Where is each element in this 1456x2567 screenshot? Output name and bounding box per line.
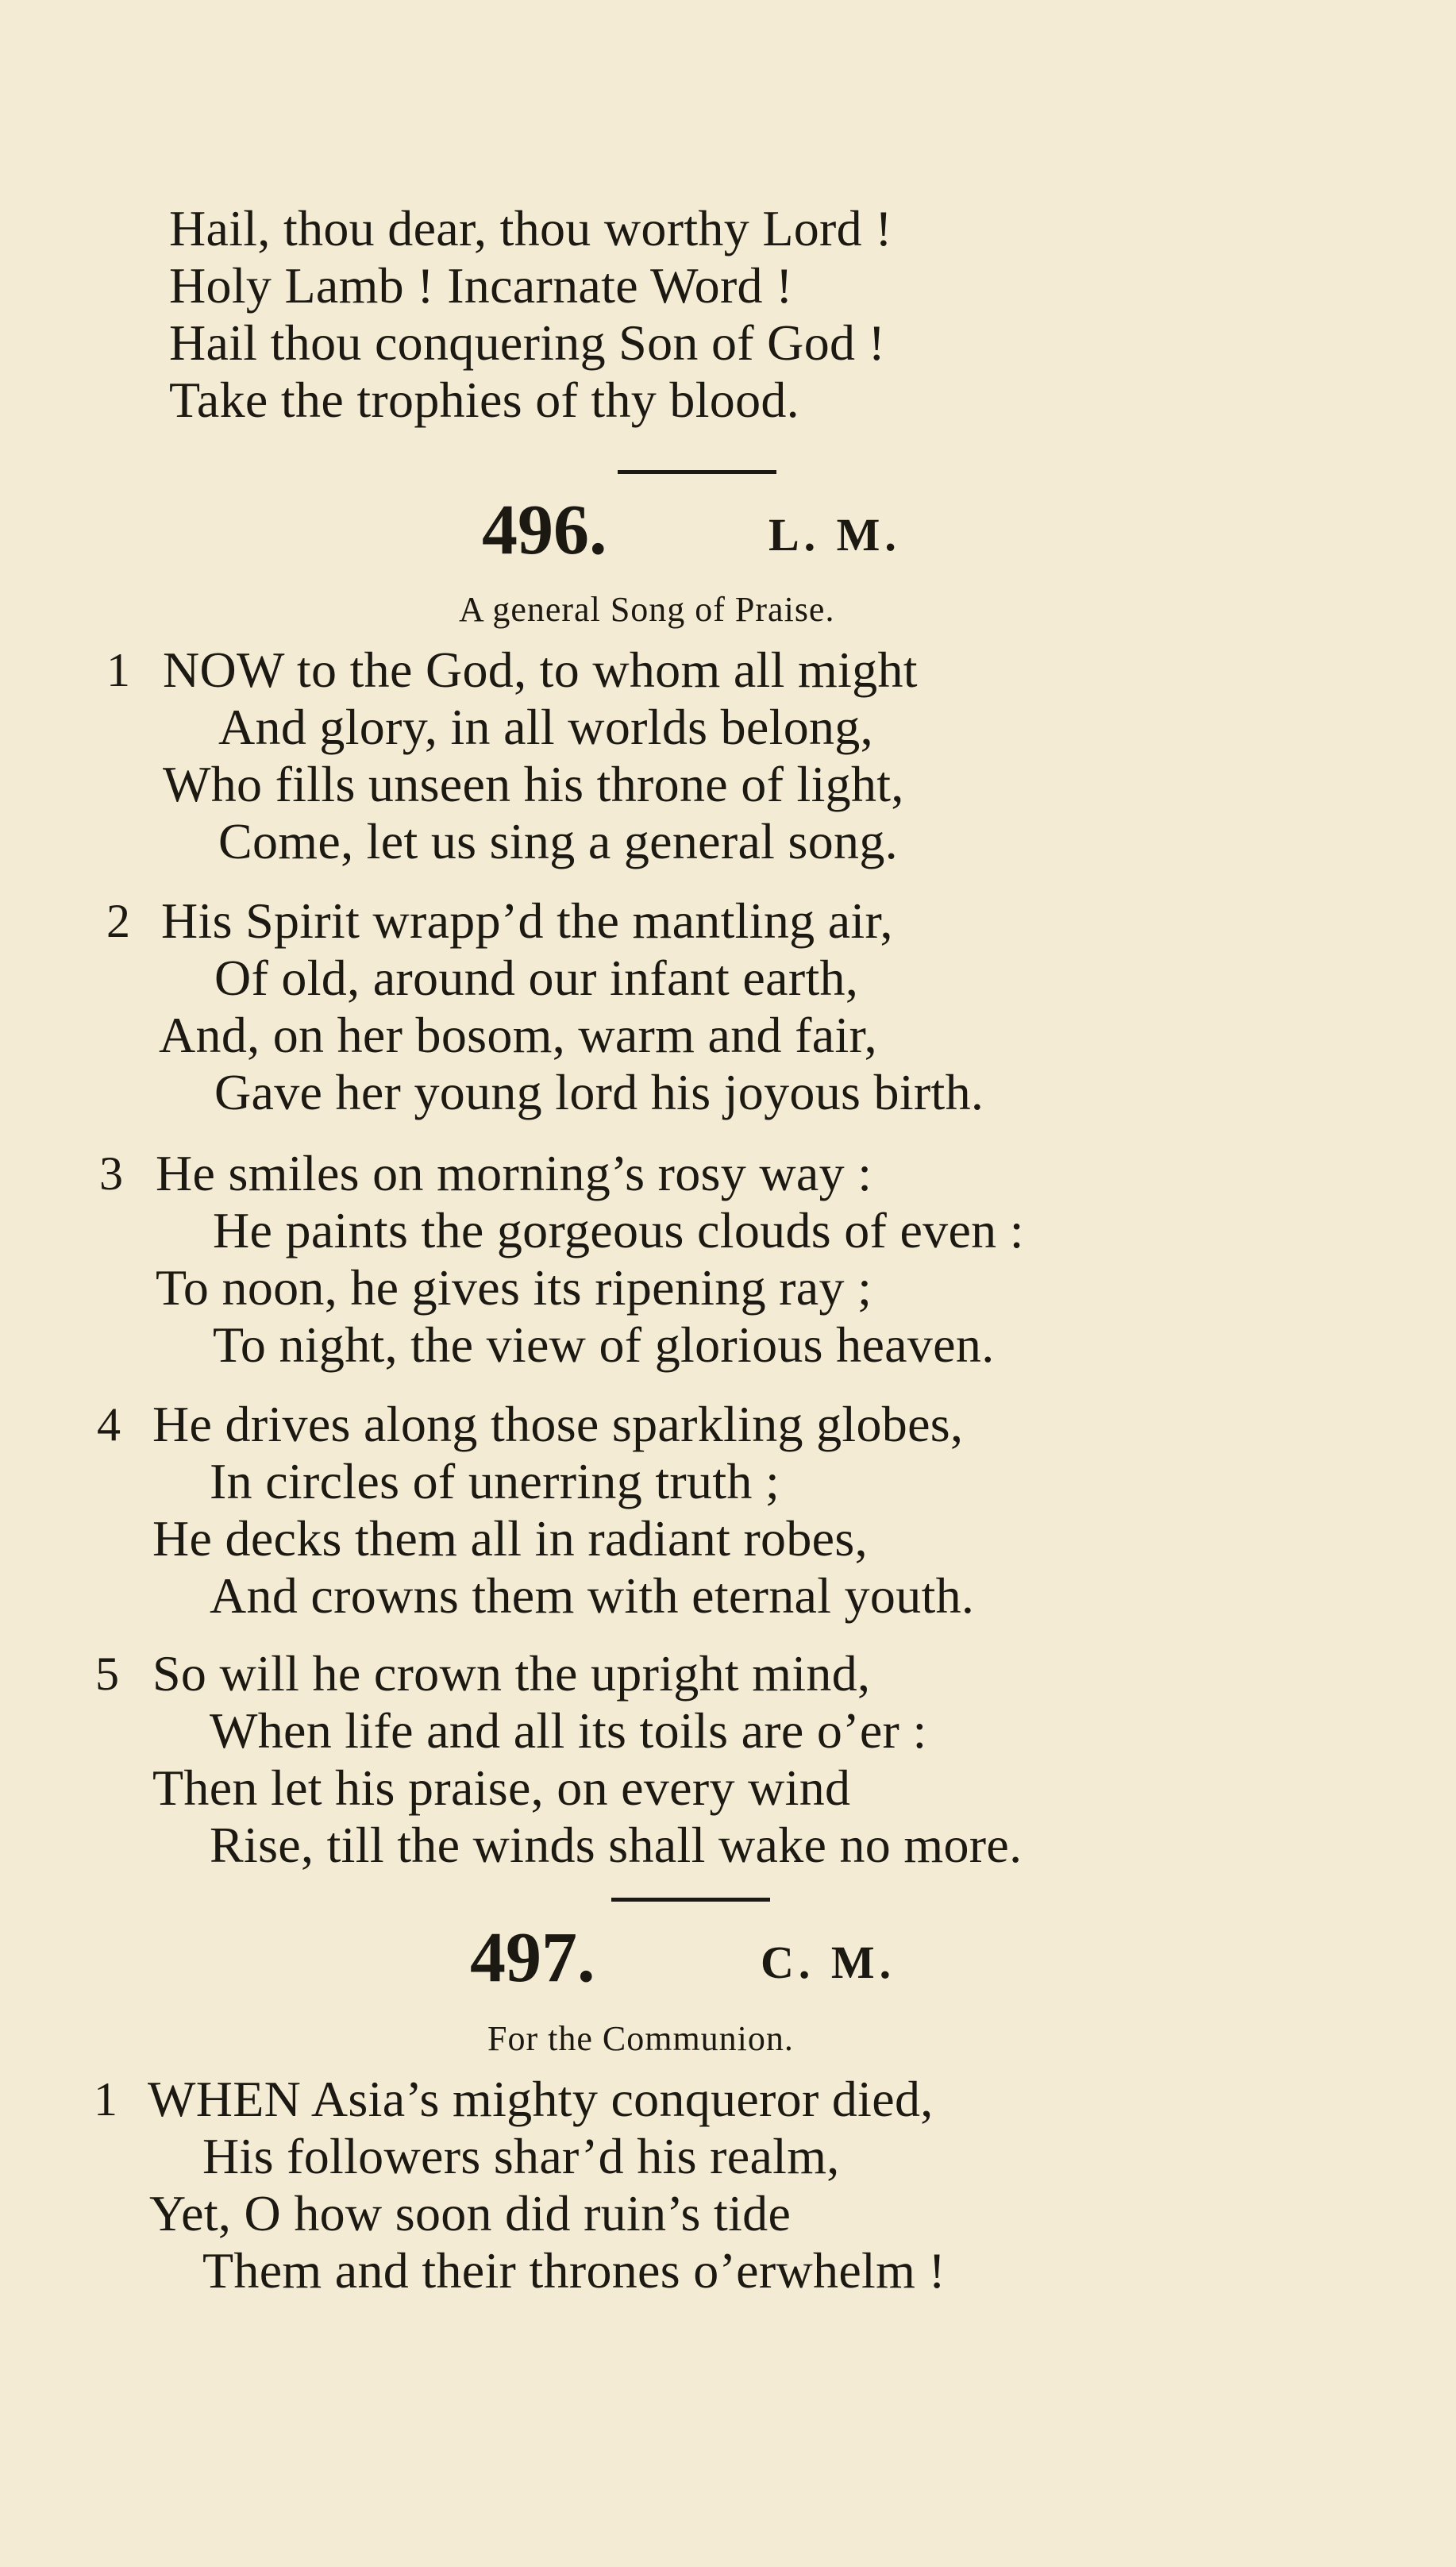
- verse-line: NOW to the God, to whom all might: [163, 642, 918, 698]
- stanza-line: Hail thou conquering Son of God !: [169, 314, 886, 371]
- verse-line: He decks them all in radiant robes,: [152, 1510, 868, 1567]
- verse-line: In circles of unerring truth ;: [210, 1453, 780, 1509]
- verse-line: His followers shar’d his realm,: [202, 2128, 840, 2184]
- hymn-subtitle: For the Communion.: [487, 2019, 794, 2058]
- hymn-subtitle: A general Song of Praise.: [459, 590, 835, 629]
- hymn-meter: C. M.: [761, 1937, 896, 1988]
- verse-line: He paints the gorgeous clouds of even :: [213, 1202, 1024, 1258]
- verse-line: And crowns them with eternal youth.: [210, 1567, 975, 1624]
- verse-line: So will he crown the upright mind,: [152, 1645, 871, 1702]
- verse-line: Who fills unseen his throne of light,: [163, 756, 904, 812]
- verse-line: To noon, he gives its ripening ray ;: [156, 1259, 872, 1316]
- stanza-line: Hail, thou dear, thou worthy Lord !: [169, 200, 892, 256]
- stanza-line: Take the trophies of thy blood.: [169, 372, 799, 428]
- verse-number: 2: [106, 895, 130, 947]
- hymn-number: 496.: [482, 491, 607, 569]
- verse-line: And, on her bosom, warm and fair,: [159, 1007, 877, 1063]
- verse-line: When life and all its toils are o’er :: [210, 1702, 927, 1759]
- verse-line: To night, the view of glorious heaven.: [213, 1316, 995, 1373]
- verse-line: His Spirit wrapp’d the mantling air,: [161, 892, 893, 949]
- section-divider: [618, 470, 776, 474]
- verse-line: Of old, around our infant earth,: [214, 950, 859, 1006]
- hymn-number: 497.: [470, 1918, 595, 1997]
- verse-line: Them and their thrones o’erwhelm !: [202, 2242, 946, 2299]
- verse-line: Rise, till the winds shall wake no more.: [210, 1817, 1023, 1873]
- verse-number: 1: [106, 644, 130, 696]
- hymn-meter: L. M.: [768, 509, 901, 561]
- stanza-line: Holy Lamb ! Incarnate Word !: [169, 257, 793, 314]
- verse-number: 5: [95, 1648, 119, 1700]
- verse-line: He drives along those sparkling globes,: [152, 1396, 964, 1452]
- verse-line: Yet, O how soon did ruin’s tide: [149, 2185, 792, 2241]
- verse-line: And glory, in all worlds belong,: [218, 699, 873, 755]
- verse-line: Gave her young lord his joyous birth.: [214, 1064, 984, 1120]
- verse-number: 3: [99, 1147, 123, 1200]
- verse-number: 4: [97, 1398, 121, 1451]
- verse-line: Then let his praise, on every wind: [152, 1760, 851, 1816]
- verse-line: He smiles on morning’s rosy way :: [156, 1145, 872, 1201]
- section-divider: [611, 1898, 770, 1902]
- verse-number: 1: [94, 2073, 117, 2126]
- verse-line: WHEN Asia’s mighty conqueror died,: [148, 2071, 934, 2127]
- verse-line: Come, let us sing a general song.: [218, 813, 898, 869]
